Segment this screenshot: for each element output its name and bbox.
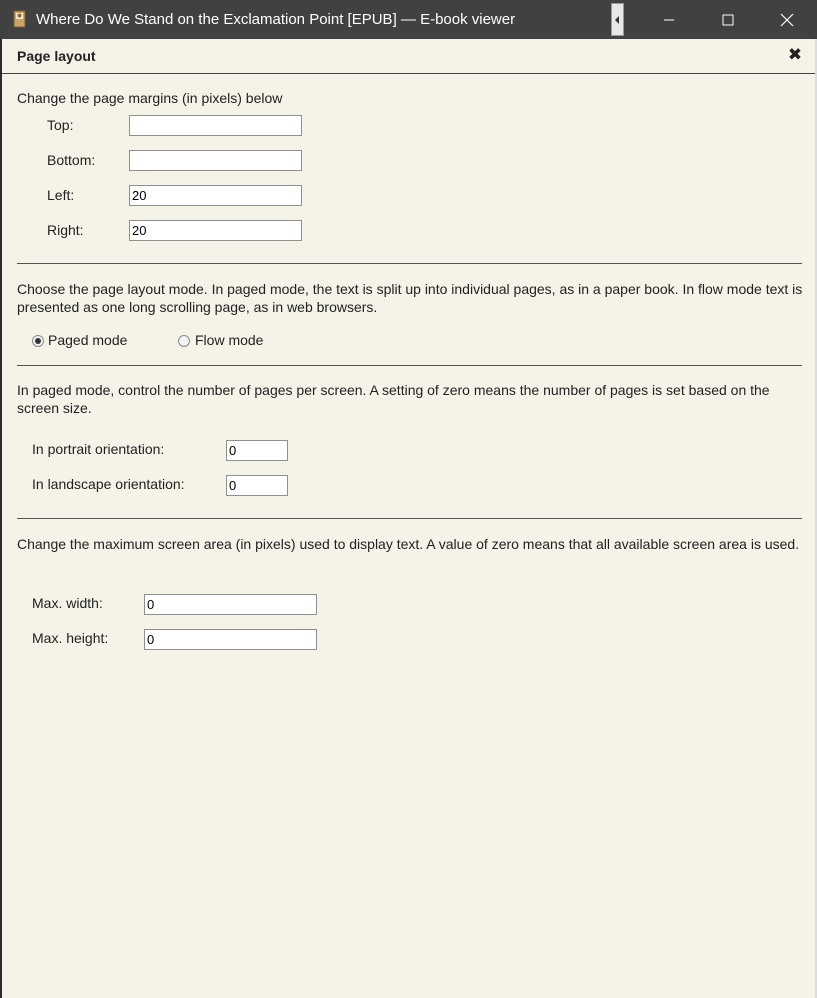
landscape-pages-input[interactable] (226, 475, 288, 496)
panel-title: Page layout (17, 48, 96, 64)
section-divider (17, 263, 802, 264)
max-width-label: Max. width: (32, 595, 103, 611)
close-icon (780, 13, 794, 27)
window-left-edge (0, 39, 2, 998)
maximize-button[interactable] (699, 0, 757, 39)
maximize-icon (722, 14, 734, 26)
margins-intro: Change the page margins (in pixels) below (17, 90, 283, 106)
margin-top-input[interactable] (129, 115, 302, 136)
close-window-button[interactable] (758, 0, 816, 39)
window-titlebar[interactable] (0, 0, 817, 39)
section-divider (17, 518, 802, 519)
margin-bottom-label: Bottom: (47, 152, 96, 168)
paged-mode-radio[interactable] (32, 335, 44, 347)
margin-left-input[interactable] (129, 185, 302, 206)
minimize-button[interactable] (640, 0, 698, 39)
margin-right-label: Right: (47, 222, 84, 238)
margin-left-label: Left: (47, 187, 75, 203)
flow-mode-label[interactable]: Flow mode (195, 332, 264, 348)
panel-close-icon[interactable]: ✖ (787, 45, 803, 64)
sidebar-toggle-handle[interactable] (611, 3, 624, 36)
portrait-orientation-label: In portrait orientation: (32, 441, 165, 457)
pages-per-screen-intro: In paged mode, control the number of pages per screen. A setting of zero means the number of pages is set based on the screen size. (17, 382, 770, 416)
panel-header (2, 39, 815, 74)
max-width-input[interactable] (144, 594, 317, 615)
ebook-viewer-app-icon (12, 10, 28, 28)
window-title: Where Do We Stand on the Exclamation Point [EPUB] — E-book viewer (36, 11, 516, 28)
max-height-input[interactable] (144, 629, 317, 650)
margin-right-input[interactable] (129, 220, 302, 241)
margin-top-label: Top: (47, 117, 74, 133)
layout-mode-intro: Choose the page layout mode. In paged mode, the text is split up into individual pages, as in a paper book. In flow mode text is presented as one long scrolling page, as in web browsers. (17, 281, 803, 315)
landscape-orientation-label: In landscape orientation: (32, 476, 185, 492)
portrait-pages-input[interactable] (226, 440, 288, 461)
flow-mode-radio[interactable] (178, 335, 190, 347)
screen-area-intro: Change the maximum screen area (in pixels) used to display text. A value of zero means that all available screen area is used. (17, 536, 800, 552)
section-divider (17, 365, 802, 366)
paged-mode-label[interactable]: Paged mode (48, 332, 128, 348)
minimize-icon (663, 14, 675, 26)
margin-bottom-input[interactable] (129, 150, 302, 171)
max-height-label: Max. height: (32, 630, 109, 646)
